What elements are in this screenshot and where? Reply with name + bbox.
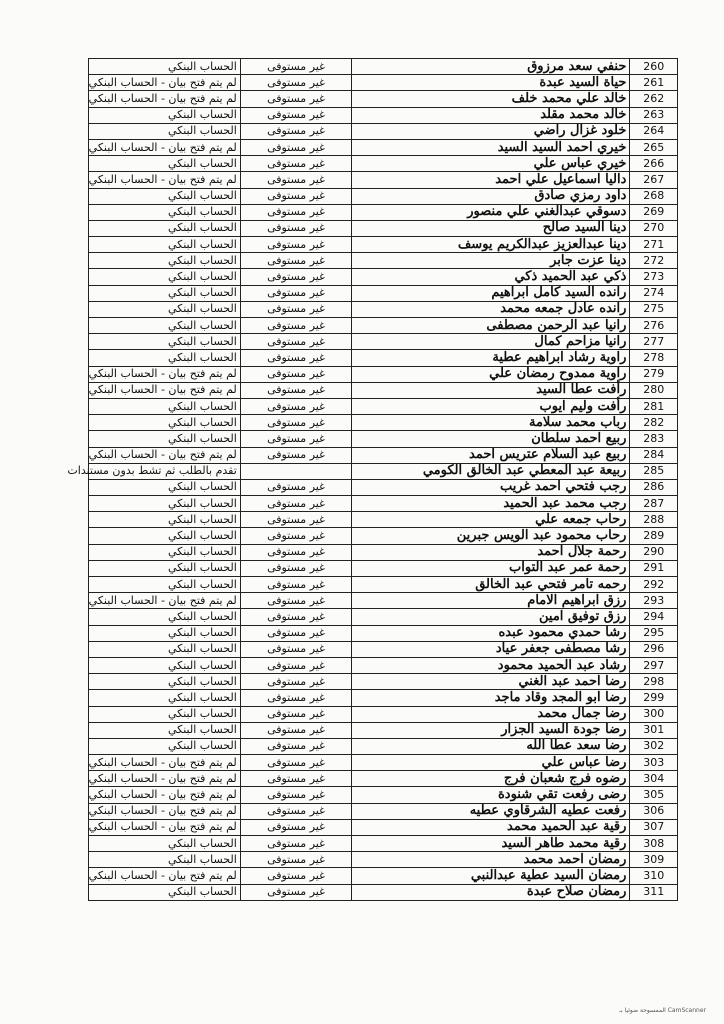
eligibility-cell: غير مستوفى bbox=[240, 836, 351, 852]
table-row bbox=[89, 75, 678, 91]
name-cell: رفعت عطيه الشرقاوي عطيه bbox=[352, 803, 630, 819]
eligibility-cell: غير مستوفى bbox=[240, 641, 351, 657]
table-body bbox=[67, 58, 678, 901]
status-cell: لم يتم فتح بيان - الحساب البنكي bbox=[89, 382, 241, 398]
status-cell: الحساب البنكي bbox=[89, 544, 241, 560]
status-cell: لم يتم فتح بيان - الحساب البنكي bbox=[89, 803, 241, 819]
eligibility-cell: غير مستوفى bbox=[240, 318, 351, 334]
row-number-cell: 274 bbox=[630, 285, 678, 301]
table-row bbox=[89, 366, 678, 382]
row-number-cell: 308 bbox=[630, 836, 678, 852]
table-row bbox=[89, 803, 678, 819]
name-cell: راوية ممدوح رمضان علي bbox=[352, 366, 630, 382]
eligibility-cell: غير مستوفى bbox=[240, 690, 351, 706]
table-row bbox=[89, 285, 678, 301]
eligibility-cell: غير مستوفى bbox=[240, 738, 351, 754]
row-number-cell: 270 bbox=[630, 220, 678, 236]
status-cell: الحساب البنكي bbox=[89, 253, 241, 269]
status-cell: الحساب البنكي bbox=[89, 657, 241, 673]
name-cell: رأفت عطا السيد bbox=[352, 382, 630, 398]
row-number-cell: 268 bbox=[630, 188, 678, 204]
name-cell: رجب فتحي احمد غريب bbox=[352, 479, 630, 495]
row-number-cell: 311 bbox=[630, 884, 678, 900]
row-number-cell: 302 bbox=[630, 738, 678, 754]
status-cell: الحساب البنكي bbox=[89, 431, 241, 447]
table-row bbox=[89, 123, 678, 139]
status-cell: الحساب البنكي bbox=[89, 722, 241, 738]
row-number-cell: 301 bbox=[630, 722, 678, 738]
name-cell: رانده عادل جمعه محمد bbox=[352, 301, 630, 317]
row-number-cell: 310 bbox=[630, 868, 678, 884]
name-cell: رضا جمال محمد bbox=[352, 706, 630, 722]
eligibility-cell: غير مستوفى bbox=[240, 366, 351, 382]
row-number-cell: 304 bbox=[630, 771, 678, 787]
records-table bbox=[67, 58, 678, 901]
name-cell: رشاد عبد الحميد محمود bbox=[352, 657, 630, 673]
table-row bbox=[89, 398, 678, 414]
eligibility-cell: غير مستوفى bbox=[240, 431, 351, 447]
eligibility-cell: غير مستوفى bbox=[240, 382, 351, 398]
table-row bbox=[89, 269, 678, 285]
row-number-cell: 281 bbox=[630, 398, 678, 414]
table-row bbox=[89, 755, 678, 771]
row-number-cell: 264 bbox=[630, 123, 678, 139]
row-number-cell: 303 bbox=[630, 755, 678, 771]
table-row bbox=[89, 560, 678, 576]
status-cell: الحساب البنكي bbox=[89, 674, 241, 690]
eligibility-cell: غير مستوفى bbox=[240, 657, 351, 673]
status-cell: لم يتم فتح بيان - الحساب البنكي bbox=[89, 91, 241, 107]
row-number-cell: 295 bbox=[630, 625, 678, 641]
table-row bbox=[89, 107, 678, 123]
name-cell: رجب محمد عبد الحميد bbox=[352, 496, 630, 512]
name-cell: رمضان صلاح عبدة bbox=[352, 884, 630, 900]
table-row bbox=[89, 593, 678, 609]
status-cell: الحساب البنكي bbox=[89, 334, 241, 350]
name-cell: رحاب جمعه علي bbox=[352, 512, 630, 528]
status-cell: الحساب البنكي bbox=[89, 301, 241, 317]
name-cell: رانيا مزاحم كمال bbox=[352, 334, 630, 350]
row-number-cell: 263 bbox=[630, 107, 678, 123]
row-number-cell: 261 bbox=[630, 75, 678, 91]
eligibility-cell: غير مستوفى bbox=[240, 172, 351, 188]
eligibility-cell: غير مستوفى bbox=[240, 301, 351, 317]
status-cell: لم يتم فتح بيان - الحساب البنكي bbox=[89, 771, 241, 787]
eligibility-cell: غير مستوفى bbox=[240, 787, 351, 803]
table-row bbox=[89, 156, 678, 172]
eligibility-cell: غير مستوفى bbox=[240, 625, 351, 641]
name-cell: رضا سعد عطا الله bbox=[352, 738, 630, 754]
eligibility-cell: غير مستوفى bbox=[240, 706, 351, 722]
eligibility-cell: غير مستوفى bbox=[240, 722, 351, 738]
row-number-cell: 287 bbox=[630, 496, 678, 512]
table-row bbox=[89, 91, 678, 107]
row-number-cell: 306 bbox=[630, 803, 678, 819]
row-number-cell: 276 bbox=[630, 318, 678, 334]
name-cell: داليا اسماعيل علي احمد bbox=[352, 172, 630, 188]
table-row bbox=[89, 479, 678, 495]
eligibility-cell: غير مستوفى bbox=[240, 852, 351, 868]
name-cell: ربيع احمد سلطان bbox=[352, 431, 630, 447]
name-cell: رحمة جلال احمد bbox=[352, 544, 630, 560]
name-cell: خلود غزال راضي bbox=[352, 123, 630, 139]
name-cell: دينا عبدالعزيز عبدالكريم يوسف bbox=[352, 237, 630, 253]
table-row bbox=[89, 237, 678, 253]
name-cell: داود رمزي صادق bbox=[352, 188, 630, 204]
eligibility-cell: غير مستوفى bbox=[240, 220, 351, 236]
status-cell: لم يتم فتح بيان - الحساب البنكي bbox=[89, 755, 241, 771]
status-cell: الحساب البنكي bbox=[89, 528, 241, 544]
status-cell: الحساب البنكي bbox=[89, 479, 241, 495]
name-cell: رشا مصطفى جعفر عياد bbox=[352, 641, 630, 657]
table-row bbox=[89, 318, 678, 334]
name-cell: رحاب محمود عبد الويس جبرين bbox=[352, 528, 630, 544]
table-row bbox=[89, 706, 678, 722]
table-row bbox=[89, 334, 678, 350]
eligibility-cell: غير مستوفى bbox=[240, 123, 351, 139]
eligibility-cell: غير مستوفى bbox=[240, 204, 351, 220]
eligibility-cell: غير مستوفى bbox=[240, 75, 351, 91]
eligibility-cell: غير مستوفى bbox=[240, 884, 351, 900]
table-row bbox=[89, 625, 678, 641]
name-cell: رزق توفيق امين bbox=[352, 609, 630, 625]
eligibility-cell: غير مستوفى bbox=[240, 334, 351, 350]
table-row bbox=[89, 884, 678, 900]
status-cell: الحساب البنكي bbox=[89, 269, 241, 285]
table-row bbox=[89, 528, 678, 544]
name-cell: رشا حمدي محمود عبده bbox=[352, 625, 630, 641]
eligibility-cell: غير مستوفى bbox=[240, 415, 351, 431]
eligibility-cell: غير مستوفى bbox=[240, 269, 351, 285]
row-number-cell: 285 bbox=[630, 463, 678, 479]
table-row bbox=[89, 738, 678, 754]
table-row bbox=[89, 447, 678, 463]
table-row bbox=[89, 59, 678, 75]
name-cell: رباب محمد سلامة bbox=[352, 415, 630, 431]
status-cell: الحساب البنكي bbox=[89, 738, 241, 754]
name-cell: رزق ابراهيم الامام bbox=[352, 593, 630, 609]
name-cell: خيري احمد السيد السيد bbox=[352, 139, 630, 155]
table-row bbox=[89, 139, 678, 155]
row-number-cell: 305 bbox=[630, 787, 678, 803]
table-row bbox=[89, 188, 678, 204]
name-cell: حنفي سعد مرزوق bbox=[352, 59, 630, 75]
eligibility-cell: غير مستوفى bbox=[240, 868, 351, 884]
beneficiary-table bbox=[67, 58, 678, 901]
row-number-cell: 309 bbox=[630, 852, 678, 868]
name-cell: رحمه تامر فتحي عبد الخالق bbox=[352, 577, 630, 593]
table-row bbox=[89, 641, 678, 657]
name-cell: رضا عباس علي bbox=[352, 755, 630, 771]
status-cell: الحساب البنكي bbox=[89, 318, 241, 334]
eligibility-cell: غير مستوفى bbox=[240, 544, 351, 560]
table-row bbox=[89, 463, 678, 479]
status-cell: الحساب البنكي bbox=[89, 496, 241, 512]
name-cell: رمضان السيد عطية عبدالنبي bbox=[352, 868, 630, 884]
table-row bbox=[89, 544, 678, 560]
row-number-cell: 284 bbox=[630, 447, 678, 463]
status-cell: الحساب البنكي bbox=[89, 398, 241, 414]
row-number-cell: 265 bbox=[630, 139, 678, 155]
status-cell: الحساب البنكي bbox=[89, 237, 241, 253]
status-cell: لم يتم فتح بيان - الحساب البنكي bbox=[89, 593, 241, 609]
table-row bbox=[89, 819, 678, 835]
name-cell: ربيع عبد السلام عتريس احمد bbox=[352, 447, 630, 463]
status-cell: لم يتم فتح بيان - الحساب البنكي bbox=[89, 819, 241, 835]
table-row bbox=[89, 868, 678, 884]
name-cell: ربيعة عبد المعطي عبد الخالق الكومي bbox=[352, 463, 630, 479]
table-row bbox=[89, 787, 678, 803]
eligibility-cell: غير مستوفى bbox=[240, 107, 351, 123]
eligibility-cell: غير مستوفى bbox=[240, 496, 351, 512]
name-cell: خالد محمد مقلد bbox=[352, 107, 630, 123]
row-number-cell: 275 bbox=[630, 301, 678, 317]
row-number-cell: 260 bbox=[630, 59, 678, 75]
name-cell: رأفت وليم ايوب bbox=[352, 398, 630, 414]
name-cell: دسوقي عبدالغني علي منصور bbox=[352, 204, 630, 220]
row-number-cell: 307 bbox=[630, 819, 678, 835]
row-number-cell: 292 bbox=[630, 577, 678, 593]
eligibility-cell: غير مستوفى bbox=[240, 479, 351, 495]
status-cell: لم يتم فتح بيان - الحساب البنكي bbox=[89, 172, 241, 188]
name-cell: خيري عباس علي bbox=[352, 156, 630, 172]
status-cell: الحساب البنكي bbox=[89, 625, 241, 641]
name-cell: رضا ابو المجد وقاد ماجد bbox=[352, 690, 630, 706]
status-cell: الحساب البنكي bbox=[89, 836, 241, 852]
table-row bbox=[89, 657, 678, 673]
table-row bbox=[89, 204, 678, 220]
eligibility-cell: غير مستوفى bbox=[240, 139, 351, 155]
status-cell: الحساب البنكي bbox=[89, 204, 241, 220]
status-cell: الحساب البنكي bbox=[89, 706, 241, 722]
row-number-cell: 293 bbox=[630, 593, 678, 609]
eligibility-cell: غير مستوفى bbox=[240, 560, 351, 576]
status-cell: الحساب البنكي bbox=[89, 852, 241, 868]
table-row bbox=[89, 512, 678, 528]
status-cell: لم يتم فتح بيان - الحساب البنكي bbox=[89, 366, 241, 382]
row-number-cell: 269 bbox=[630, 204, 678, 220]
name-cell: رانده السيد كامل ابراهيم bbox=[352, 285, 630, 301]
status-cell: لم يتم فتح بيان - الحساب البنكي bbox=[89, 447, 241, 463]
eligibility-cell: غير مستوفى bbox=[240, 819, 351, 835]
scanner-watermark: الممسوحة ضوئيا بـ CamScanner bbox=[619, 1007, 706, 1014]
eligibility-cell: غير مستوفى bbox=[240, 350, 351, 366]
table-row bbox=[89, 496, 678, 512]
status-cell: الحساب البنكي bbox=[89, 285, 241, 301]
row-number-cell: 262 bbox=[630, 91, 678, 107]
table-row bbox=[89, 852, 678, 868]
name-cell: دينا السيد صالح bbox=[352, 220, 630, 236]
row-number-cell: 277 bbox=[630, 334, 678, 350]
row-number-cell: 271 bbox=[630, 237, 678, 253]
name-cell: رقية محمد طاهر السيد bbox=[352, 836, 630, 852]
eligibility-cell: غير مستوفى bbox=[240, 609, 351, 625]
row-number-cell: 288 bbox=[630, 512, 678, 528]
table-row bbox=[89, 609, 678, 625]
row-number-cell: 291 bbox=[630, 560, 678, 576]
table-row bbox=[89, 690, 678, 706]
eligibility-cell: غير مستوفى bbox=[240, 593, 351, 609]
table-row bbox=[89, 771, 678, 787]
row-number-cell: 289 bbox=[630, 528, 678, 544]
name-cell: حياة السيد عبدة bbox=[352, 75, 630, 91]
name-cell: رضوه فرج شعبان فرج bbox=[352, 771, 630, 787]
eligibility-cell: غير مستوفى bbox=[240, 577, 351, 593]
eligibility-cell: غير مستوفى bbox=[240, 398, 351, 414]
row-number-cell: 280 bbox=[630, 382, 678, 398]
status-cell: الحساب البنكي bbox=[89, 560, 241, 576]
table-row bbox=[89, 431, 678, 447]
status-cell: الحساب البنكي bbox=[89, 220, 241, 236]
status-cell: الحساب البنكي bbox=[89, 107, 241, 123]
eligibility-cell: غير مستوفى bbox=[240, 512, 351, 528]
status-cell: الحساب البنكي bbox=[89, 512, 241, 528]
eligibility-cell: غير مستوفى bbox=[240, 285, 351, 301]
table-row bbox=[89, 253, 678, 269]
row-number-cell: 296 bbox=[630, 641, 678, 657]
status-cell: لم يتم فتح بيان - الحساب البنكي bbox=[89, 75, 241, 91]
row-number-cell: 294 bbox=[630, 609, 678, 625]
name-cell: راوية رشاد ابراهيم عطية bbox=[352, 350, 630, 366]
status-cell: الحساب البنكي bbox=[89, 884, 241, 900]
table-row bbox=[89, 301, 678, 317]
row-number-cell: 266 bbox=[630, 156, 678, 172]
table-row bbox=[89, 172, 678, 188]
row-number-cell: 278 bbox=[630, 350, 678, 366]
eligibility-cell: غير مستوفى bbox=[240, 674, 351, 690]
eligibility-cell: غير مستوفى bbox=[240, 188, 351, 204]
status-cell: الحساب البنكي bbox=[89, 59, 241, 75]
eligibility-cell: غير مستوفى bbox=[240, 59, 351, 75]
status-cell: الحساب البنكي bbox=[89, 641, 241, 657]
name-cell: رانيا عبد الرحمن مصطفى bbox=[352, 318, 630, 334]
row-number-cell: 279 bbox=[630, 366, 678, 382]
status-cell: الحساب البنكي bbox=[89, 123, 241, 139]
eligibility-cell: غير مستوفى bbox=[240, 755, 351, 771]
row-number-cell: 272 bbox=[630, 253, 678, 269]
name-cell: خالد علي محمد خلف bbox=[352, 91, 630, 107]
name-cell: رضا جودة السيد الجزار bbox=[352, 722, 630, 738]
status-cell: الحساب البنكي bbox=[89, 690, 241, 706]
row-number-cell: 283 bbox=[630, 431, 678, 447]
eligibility-cell: غير مستوفى bbox=[240, 803, 351, 819]
row-number-cell: 282 bbox=[630, 415, 678, 431]
name-cell: رقية عبد الحميد محمد bbox=[352, 819, 630, 835]
status-cell: الحساب البنكي bbox=[89, 577, 241, 593]
eligibility-cell: غير مستوفى bbox=[240, 237, 351, 253]
status-cell: الحساب البنكي bbox=[89, 415, 241, 431]
status-cell: الحساب البنكي bbox=[89, 609, 241, 625]
name-cell: ذكي عبد الحميد ذكي bbox=[352, 269, 630, 285]
table-row bbox=[89, 836, 678, 852]
table-row bbox=[89, 415, 678, 431]
table-row bbox=[89, 220, 678, 236]
table-row bbox=[89, 722, 678, 738]
name-cell: رحمة عمر عبد التواب bbox=[352, 560, 630, 576]
name-cell: رضا احمد عبد الغني bbox=[352, 674, 630, 690]
table-row bbox=[89, 350, 678, 366]
eligibility-cell bbox=[240, 463, 351, 479]
table-row bbox=[89, 382, 678, 398]
eligibility-cell: غير مستوفى bbox=[240, 528, 351, 544]
row-number-cell: 267 bbox=[630, 172, 678, 188]
name-cell: دينا عزت جابر bbox=[352, 253, 630, 269]
status-cell: الحساب البنكي bbox=[89, 188, 241, 204]
status-cell: لم يتم فتح بيان - الحساب البنكي bbox=[89, 139, 241, 155]
status-cell: تقدم بالطلب ثم تشط بدون مستندات bbox=[89, 463, 241, 479]
name-cell: رمضان احمد محمد bbox=[352, 852, 630, 868]
row-number-cell: 290 bbox=[630, 544, 678, 560]
status-cell: لم يتم فتح بيان - الحساب البنكي bbox=[89, 787, 241, 803]
status-cell: الحساب البنكي bbox=[89, 156, 241, 172]
row-number-cell: 297 bbox=[630, 657, 678, 673]
row-number-cell: 286 bbox=[630, 479, 678, 495]
eligibility-cell: غير مستوفى bbox=[240, 156, 351, 172]
row-number-cell: 300 bbox=[630, 706, 678, 722]
eligibility-cell: غير مستوفى bbox=[240, 771, 351, 787]
status-cell: الحساب البنكي bbox=[89, 350, 241, 366]
status-cell: لم يتم فتح بيان - الحساب البنكي bbox=[89, 868, 241, 884]
row-number-cell: 299 bbox=[630, 690, 678, 706]
table-row bbox=[89, 674, 678, 690]
eligibility-cell: غير مستوفى bbox=[240, 253, 351, 269]
eligibility-cell: غير مستوفى bbox=[240, 91, 351, 107]
name-cell: رضى رفعت تقي شنودة bbox=[352, 787, 630, 803]
row-number-cell: 273 bbox=[630, 269, 678, 285]
table-row bbox=[89, 577, 678, 593]
eligibility-cell: غير مستوفى bbox=[240, 447, 351, 463]
row-number-cell: 298 bbox=[630, 674, 678, 690]
